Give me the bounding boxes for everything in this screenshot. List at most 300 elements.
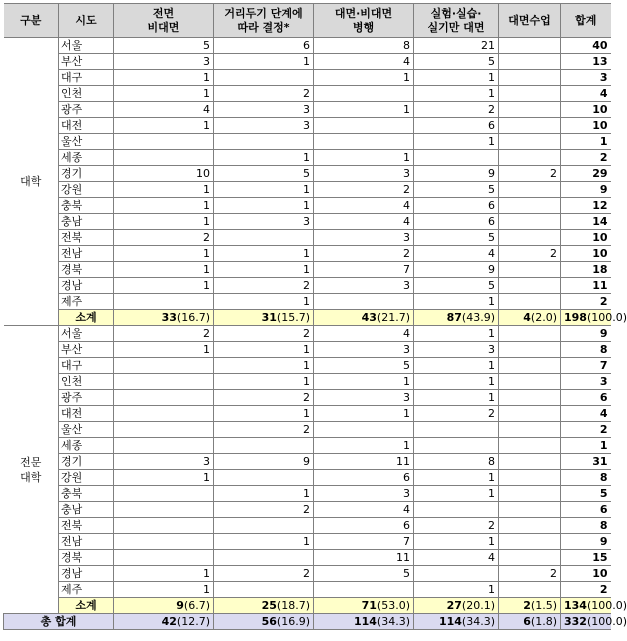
value-cell (499, 454, 561, 470)
value-cell: 3 (414, 342, 499, 358)
value-cell: 1 (214, 262, 314, 278)
value-cell (499, 518, 561, 534)
column-header: 합계 (561, 4, 611, 38)
value-cell: 2 (214, 86, 314, 102)
value-cell: 6 (214, 38, 314, 54)
column-header: 대면·비대면 병행 (314, 4, 414, 38)
value-cell: 1 (214, 358, 314, 374)
region-label: 제주 (59, 582, 114, 598)
value-cell (499, 38, 561, 54)
region-label: 대전 (59, 118, 114, 134)
summary-value: 114 (438, 615, 462, 628)
value-cell (499, 342, 561, 358)
value-cell (214, 134, 314, 150)
table-row (4, 582, 611, 598)
value-cell (114, 406, 214, 422)
value-cell: 11 (314, 454, 414, 470)
value-cell: 1 (114, 582, 214, 598)
column-header: 전면 비대면 (114, 4, 214, 38)
table-row (4, 406, 611, 422)
value-cell: 3 (314, 390, 414, 406)
value-cell: 1 (414, 294, 499, 310)
row-total: 5 (561, 486, 611, 502)
region-label: 대구 (59, 70, 114, 86)
value-cell: 2 (414, 406, 499, 422)
region-label: 울산 (59, 422, 114, 438)
value-cell: 1 (114, 566, 214, 582)
value-cell: 1 (314, 150, 414, 166)
summary-percent: (34.3) (461, 615, 495, 628)
value-cell: 2 (414, 102, 499, 118)
row-total: 10 (561, 102, 611, 118)
table-row (4, 54, 611, 70)
value-cell: 9 (414, 166, 499, 182)
summary-value: 332 (564, 615, 587, 628)
value-cell: 1 (414, 534, 499, 550)
summary-cell (499, 310, 561, 326)
value-cell (414, 502, 499, 518)
row-total: 6 (561, 390, 611, 406)
row-total: 1 (561, 438, 611, 454)
value-cell (499, 534, 561, 550)
row-total: 2 (561, 422, 611, 438)
row-total: 8 (561, 342, 611, 358)
subtotal-label: 소계 (59, 310, 114, 326)
value-cell (414, 566, 499, 582)
summary-percent: (20.1) (461, 599, 495, 612)
value-cell (214, 70, 314, 86)
value-cell: 1 (414, 326, 499, 342)
region-label: 전남 (59, 534, 114, 550)
row-total: 10 (561, 118, 611, 134)
summary-value: 43 (361, 311, 377, 324)
value-cell (114, 358, 214, 374)
row-total: 10 (561, 246, 611, 262)
row-total: 4 (561, 86, 611, 102)
value-cell: 1 (214, 54, 314, 70)
subtotal-row (4, 310, 611, 326)
summary-value: 2 (523, 599, 531, 612)
table-row (4, 102, 611, 118)
summary-cell (499, 614, 561, 630)
value-cell (499, 86, 561, 102)
summary-percent: (100.0) (586, 311, 627, 324)
region-label: 울산 (59, 134, 114, 150)
value-cell: 1 (414, 470, 499, 486)
value-cell: 5 (314, 566, 414, 582)
row-total: 9 (561, 326, 611, 342)
summary-cell (314, 614, 414, 630)
summary-cell (414, 614, 499, 630)
value-cell: 1 (114, 470, 214, 486)
value-cell: 6 (314, 470, 414, 486)
region-label: 전북 (59, 518, 114, 534)
table-row (4, 198, 611, 214)
region-label: 광주 (59, 390, 114, 406)
summary-percent: (18.7) (276, 599, 310, 612)
row-total: 3 (561, 374, 611, 390)
value-cell (499, 470, 561, 486)
summary-value: 56 (261, 615, 277, 628)
table-row (4, 566, 611, 582)
region-label: 충북 (59, 198, 114, 214)
value-cell: 21 (414, 38, 499, 54)
table-row (4, 294, 611, 310)
row-total: 10 (561, 566, 611, 582)
row-total: 40 (561, 38, 611, 54)
table-row (4, 518, 611, 534)
value-cell (114, 422, 214, 438)
summary-cell (214, 310, 314, 326)
summary-value: 198 (564, 311, 587, 324)
value-cell: 1 (414, 70, 499, 86)
subtotal-label: 소계 (59, 598, 114, 614)
region-label: 전남 (59, 246, 114, 262)
row-total: 2 (561, 294, 611, 310)
summary-percent: (1.8) (530, 615, 557, 628)
region-label: 경기 (59, 454, 114, 470)
value-cell: 1 (114, 182, 214, 198)
summary-cell (314, 598, 414, 614)
value-cell (499, 582, 561, 598)
value-cell (114, 534, 214, 550)
value-cell: 1 (414, 374, 499, 390)
summary-percent: (16.9) (276, 615, 310, 628)
summary-value: 114 (353, 615, 377, 628)
value-cell: 4 (314, 214, 414, 230)
value-cell: 11 (314, 550, 414, 566)
summary-cell (214, 614, 314, 630)
column-header: 시도 (59, 4, 114, 38)
summary-percent: (16.7) (176, 311, 210, 324)
region-label: 경남 (59, 566, 114, 582)
table-header (4, 4, 611, 38)
table-row (4, 118, 611, 134)
value-cell: 1 (214, 342, 314, 358)
value-cell: 5 (414, 278, 499, 294)
value-cell: 1 (314, 70, 414, 86)
value-cell (499, 214, 561, 230)
value-cell: 2 (314, 246, 414, 262)
column-header: 거리두기 단계에 따라 결정* (214, 4, 314, 38)
region-label: 세종 (59, 150, 114, 166)
summary-cell (414, 310, 499, 326)
row-total: 6 (561, 502, 611, 518)
table-row (4, 38, 611, 54)
summary-value: 42 (161, 615, 177, 628)
summary-cell (561, 598, 627, 614)
value-cell (499, 150, 561, 166)
value-cell: 2 (114, 326, 214, 342)
online-class-status-table (3, 3, 627, 630)
table-row (4, 534, 611, 550)
value-cell: 3 (214, 118, 314, 134)
data-table-container (3, 3, 627, 630)
value-cell (499, 294, 561, 310)
table-row (4, 166, 611, 182)
value-cell: 1 (414, 86, 499, 102)
value-cell (499, 358, 561, 374)
value-cell: 1 (114, 198, 214, 214)
summary-value: 33 (161, 311, 177, 324)
value-cell (114, 294, 214, 310)
table-row (4, 230, 611, 246)
table-row (4, 550, 611, 566)
value-cell (499, 502, 561, 518)
value-cell: 1 (214, 406, 314, 422)
table-row (4, 486, 611, 502)
summary-value: 71 (361, 599, 377, 612)
value-cell: 3 (314, 342, 414, 358)
value-cell (499, 198, 561, 214)
value-cell (499, 406, 561, 422)
region-label: 인천 (59, 86, 114, 102)
category-label: 전문 대학 (4, 326, 59, 614)
value-cell (499, 262, 561, 278)
value-cell: 5 (414, 230, 499, 246)
value-cell (499, 278, 561, 294)
value-cell: 5 (214, 166, 314, 182)
value-cell (114, 518, 214, 534)
table-row (4, 214, 611, 230)
summary-percent: (21.7) (376, 311, 410, 324)
value-cell (114, 150, 214, 166)
value-cell: 4 (114, 102, 214, 118)
table-row (4, 70, 611, 86)
value-cell: 4 (314, 326, 414, 342)
summary-value: 25 (261, 599, 277, 612)
row-total: 8 (561, 470, 611, 486)
value-cell (499, 118, 561, 134)
value-cell: 4 (314, 54, 414, 70)
value-cell (114, 502, 214, 518)
column-header: 실험·실습· 실기만 대면 (414, 4, 499, 38)
value-cell: 3 (114, 454, 214, 470)
table-row (4, 374, 611, 390)
value-cell (314, 582, 414, 598)
table-row (4, 134, 611, 150)
value-cell: 2 (214, 326, 314, 342)
value-cell (499, 102, 561, 118)
row-total: 18 (561, 262, 611, 278)
value-cell: 1 (214, 150, 314, 166)
value-cell: 10 (114, 166, 214, 182)
summary-value: 87 (446, 311, 462, 324)
region-label: 경북 (59, 550, 114, 566)
row-total: 12 (561, 198, 611, 214)
value-cell: 1 (314, 406, 414, 422)
category-label: 대학 (4, 38, 59, 326)
value-cell: 2 (214, 566, 314, 582)
summary-percent: (53.0) (376, 599, 410, 612)
value-cell: 2 (499, 166, 561, 182)
grand-total-label: 총 합계 (4, 614, 114, 630)
value-cell: 4 (314, 502, 414, 518)
region-label: 강원 (59, 470, 114, 486)
value-cell: 2 (499, 246, 561, 262)
table-row (4, 150, 611, 166)
value-cell: 1 (214, 374, 314, 390)
summary-percent: (100.0) (586, 599, 627, 612)
region-label: 부산 (59, 342, 114, 358)
value-cell (499, 326, 561, 342)
summary-value: 27 (446, 599, 462, 612)
row-total: 1 (561, 134, 611, 150)
value-cell: 1 (214, 534, 314, 550)
summary-cell (561, 614, 627, 630)
table-row (4, 342, 611, 358)
row-total: 31 (561, 454, 611, 470)
value-cell: 3 (114, 54, 214, 70)
region-label: 인천 (59, 374, 114, 390)
table-row (4, 454, 611, 470)
table-row (4, 86, 611, 102)
value-cell (414, 150, 499, 166)
table-row (4, 470, 611, 486)
table-row (4, 182, 611, 198)
value-cell (114, 374, 214, 390)
value-cell: 1 (114, 262, 214, 278)
value-cell (414, 422, 499, 438)
region-label: 충북 (59, 486, 114, 502)
row-total: 13 (561, 54, 611, 70)
value-cell (499, 438, 561, 454)
row-total: 29 (561, 166, 611, 182)
value-cell: 3 (314, 230, 414, 246)
value-cell: 1 (114, 70, 214, 86)
row-total: 9 (561, 534, 611, 550)
value-cell: 9 (214, 454, 314, 470)
value-cell (499, 54, 561, 70)
summary-cell (499, 598, 561, 614)
value-cell (314, 86, 414, 102)
summary-percent: (1.5) (530, 599, 557, 612)
summary-value: 6 (523, 615, 531, 628)
region-label: 광주 (59, 102, 114, 118)
header-row (4, 4, 611, 38)
value-cell (499, 182, 561, 198)
summary-percent: (43.9) (461, 311, 495, 324)
value-cell: 1 (414, 134, 499, 150)
value-cell: 5 (314, 358, 414, 374)
summary-cell (214, 598, 314, 614)
value-cell: 8 (314, 38, 414, 54)
summary-percent: (34.3) (376, 615, 410, 628)
summary-cell (114, 310, 214, 326)
value-cell (114, 390, 214, 406)
value-cell: 2 (214, 390, 314, 406)
value-cell: 7 (314, 262, 414, 278)
summary-percent: (15.7) (276, 311, 310, 324)
summary-cell (414, 598, 499, 614)
row-total: 11 (561, 278, 611, 294)
value-cell: 2 (214, 422, 314, 438)
value-cell (214, 518, 314, 534)
table-row (4, 262, 611, 278)
row-total: 8 (561, 518, 611, 534)
value-cell: 3 (314, 278, 414, 294)
value-cell: 4 (414, 246, 499, 262)
value-cell (314, 294, 414, 310)
value-cell: 6 (414, 118, 499, 134)
summary-cell (561, 310, 627, 326)
value-cell (214, 550, 314, 566)
table-row (4, 246, 611, 262)
value-cell (499, 390, 561, 406)
value-cell (499, 230, 561, 246)
region-label: 서울 (59, 326, 114, 342)
summary-value: 134 (564, 599, 587, 612)
value-cell (314, 422, 414, 438)
row-total: 3 (561, 70, 611, 86)
region-label: 충남 (59, 214, 114, 230)
value-cell: 1 (414, 358, 499, 374)
table-row (4, 422, 611, 438)
value-cell: 2 (499, 566, 561, 582)
summary-cell (314, 310, 414, 326)
value-cell: 6 (414, 198, 499, 214)
value-cell: 1 (314, 438, 414, 454)
region-label: 부산 (59, 54, 114, 70)
value-cell (114, 438, 214, 454)
row-total: 9 (561, 182, 611, 198)
value-cell (114, 550, 214, 566)
summary-percent: (100.0) (586, 615, 627, 628)
region-label: 전북 (59, 230, 114, 246)
value-cell (499, 422, 561, 438)
value-cell (499, 70, 561, 86)
value-cell: 4 (414, 550, 499, 566)
value-cell: 3 (214, 102, 314, 118)
value-cell: 1 (214, 246, 314, 262)
value-cell: 1 (114, 342, 214, 358)
value-cell: 2 (214, 502, 314, 518)
value-cell: 3 (214, 214, 314, 230)
value-cell: 2 (314, 182, 414, 198)
value-cell: 3 (314, 166, 414, 182)
row-total: 10 (561, 230, 611, 246)
value-cell: 5 (414, 182, 499, 198)
row-total: 4 (561, 406, 611, 422)
region-label: 경남 (59, 278, 114, 294)
region-label: 대구 (59, 358, 114, 374)
value-cell: 1 (214, 182, 314, 198)
table-row (4, 438, 611, 454)
value-cell (214, 230, 314, 246)
row-total: 2 (561, 582, 611, 598)
row-total: 2 (561, 150, 611, 166)
value-cell (414, 438, 499, 454)
region-label: 세종 (59, 438, 114, 454)
value-cell: 1 (114, 86, 214, 102)
subtotal-row (4, 598, 611, 614)
region-label: 충남 (59, 502, 114, 518)
table-row (4, 358, 611, 374)
table-row (4, 390, 611, 406)
value-cell (314, 118, 414, 134)
value-cell: 4 (314, 198, 414, 214)
summary-value: 9 (176, 599, 184, 612)
value-cell (114, 134, 214, 150)
value-cell: 1 (414, 486, 499, 502)
value-cell: 1 (114, 246, 214, 262)
table-row (4, 502, 611, 518)
region-label: 제주 (59, 294, 114, 310)
region-label: 서울 (59, 38, 114, 54)
value-cell (499, 550, 561, 566)
value-cell: 1 (414, 390, 499, 406)
value-cell: 1 (114, 118, 214, 134)
